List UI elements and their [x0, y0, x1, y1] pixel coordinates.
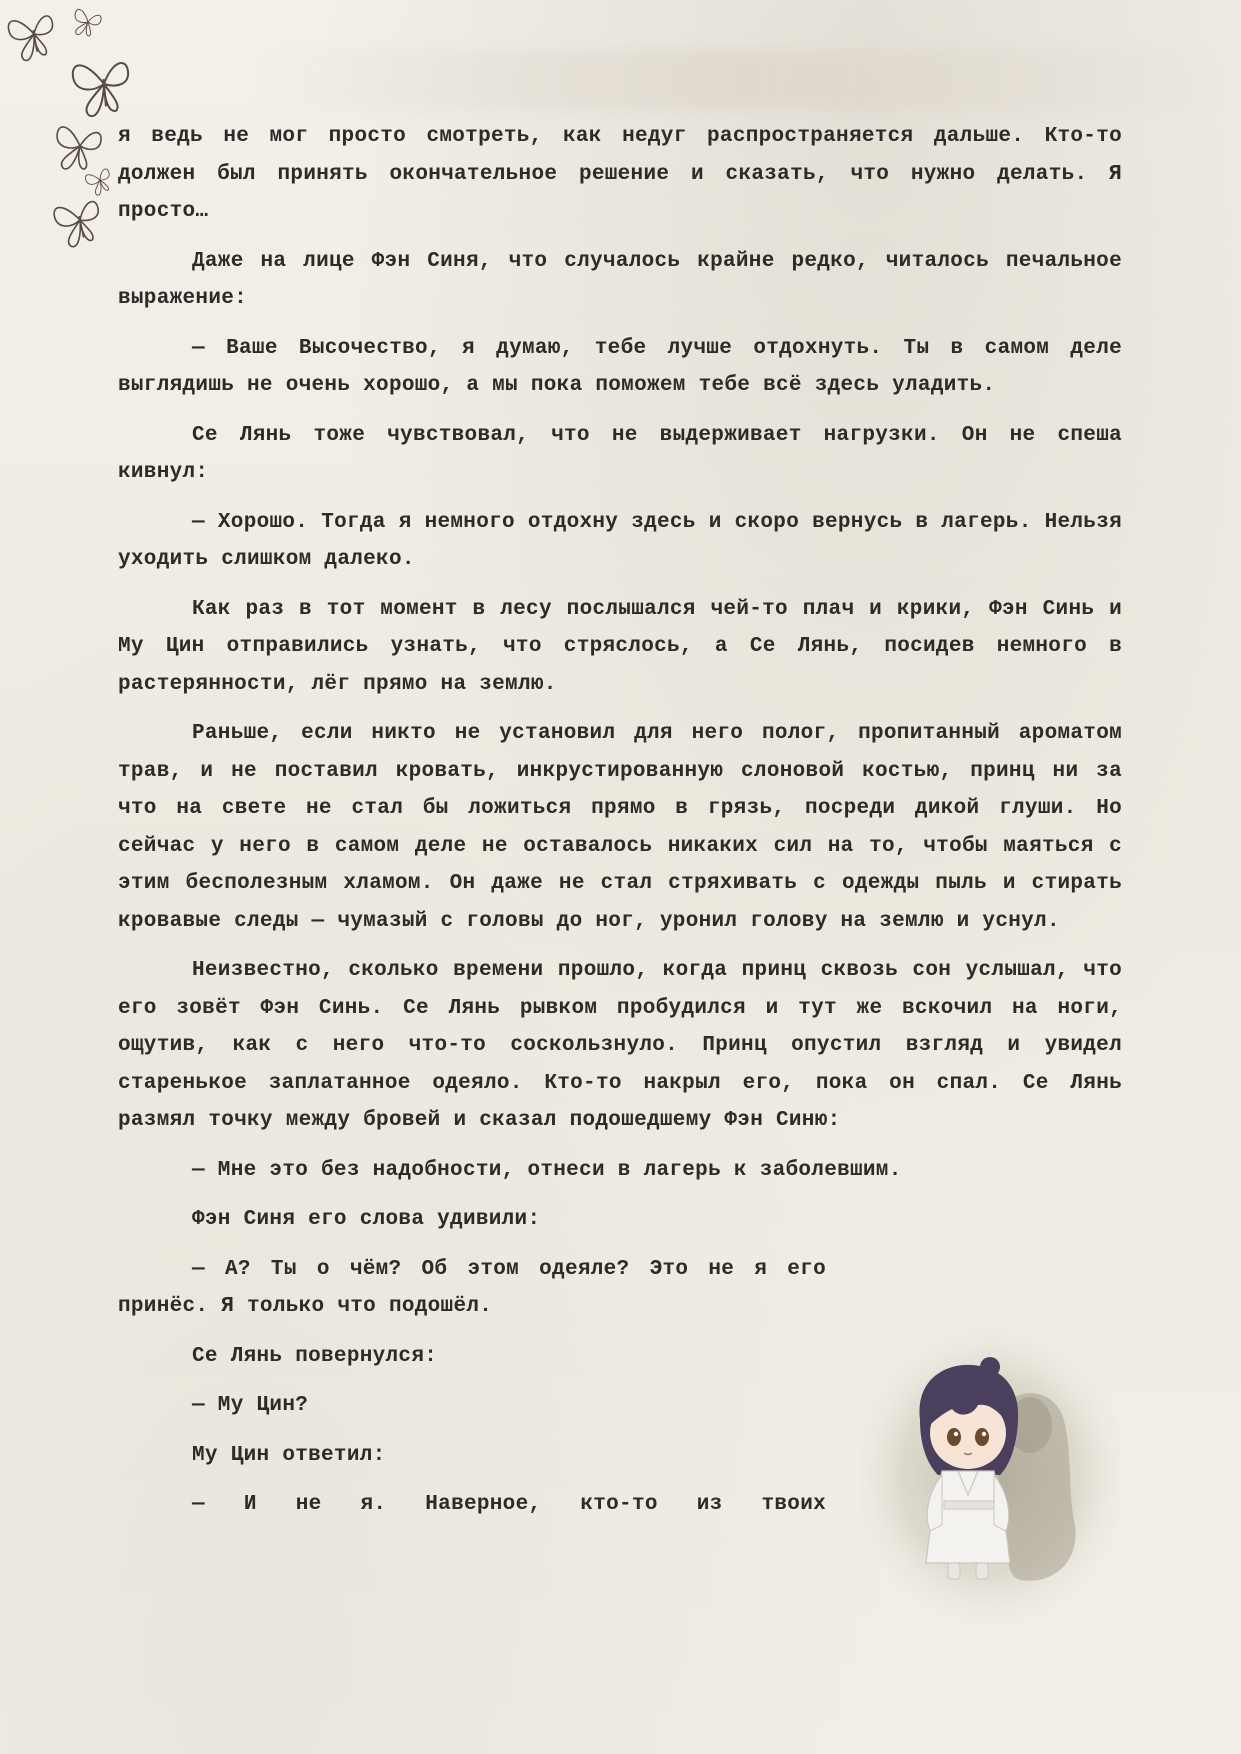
paragraph: — Хорошо. Тогда я немного отдохну здесь и скоро вернусь в лагерь. Нельзя уходить слишком далеко. — [118, 510, 1122, 571]
paragraph: Раньше, если никто не установил для него полог, пропитанный ароматом трав, и не поставил кровать, инкрустированную слоновой костью, принц ни за что на свете не стал бы ложиться прямо в грязь, посреди дикой глуши. Но сейчас у него в самом деле не оставалось никаких сил на то, чтобы маяться с этим бесполезным хламом. Он даже не стал стряхивать с одежды пыль и стирать кровавые следы — чумазый с головы до ног, уронил голову на землю и уснул. — [118, 722, 1122, 933]
paragraph: — И не я. Наверное, кто-то из твоих — [192, 1493, 826, 1516]
chibi-character-illustration — [860, 1325, 1120, 1625]
paragraph: Неизвестно, сколько времени прошло, когда принц сквозь сон услышал, что его зовёт Фэн Синь. Се Лянь рывком пробудился и тут же вскочил на ноги, ощутив, как с него что-то соскользнуло. Принц опустил взгляд и увидел старенькое заплатанное одеяло. Кто-то накрыл его, пока он спал. Се Лянь размял точку между бровей и сказал подошедшему Фэн Синю: — [118, 959, 1122, 1132]
paragraph: я ведь не мог просто смотреть, как недуг распространяется дальше. Кто-то должен был принять окончательное решение и сказать, что нужно делать. Я просто… — [118, 125, 1122, 223]
chapter-text — [118, 118, 1122, 1536]
paragraph: — А? Ты о чём? Об этом одеяле? Это не я его принёс. Я только что подошёл. — [118, 1257, 826, 1318]
paragraph: — Му Цин? — [192, 1394, 309, 1417]
paragraph: Как раз в тот момент в лесу послышался чей-то плач и крики, Фэн Синь и Му Цин отправились узнать, что стряслось, а Се Лянь, посидев немного в растерянности, лёг прямо на землю. — [118, 597, 1122, 696]
background-texture — [250, 50, 1230, 110]
paragraph: Се Лянь тоже чувствовал, что не выдерживает нагрузки. Он не спеша кивнул: — [118, 423, 1122, 484]
paragraph: Му Цин ответил: — [192, 1443, 386, 1467]
paragraph: Даже на лице Фэн Синя, что случалось крайне редко, читалось печальное выражение: — [118, 249, 1122, 310]
paragraph: — Мне это без надобности, отнеси в лагерь к заболевшим. — [192, 1158, 902, 1182]
paragraph: Фэн Синя его слова удивили: — [192, 1208, 541, 1231]
paragraph: Се Лянь повернулся: — [192, 1344, 438, 1368]
paragraph: — Ваше Высочество, я думаю, тебе лучше отдохнуть. Ты в самом деле выглядишь не очень хорошо, а мы пока поможем тебе всё здесь уладить. — [118, 336, 1122, 397]
